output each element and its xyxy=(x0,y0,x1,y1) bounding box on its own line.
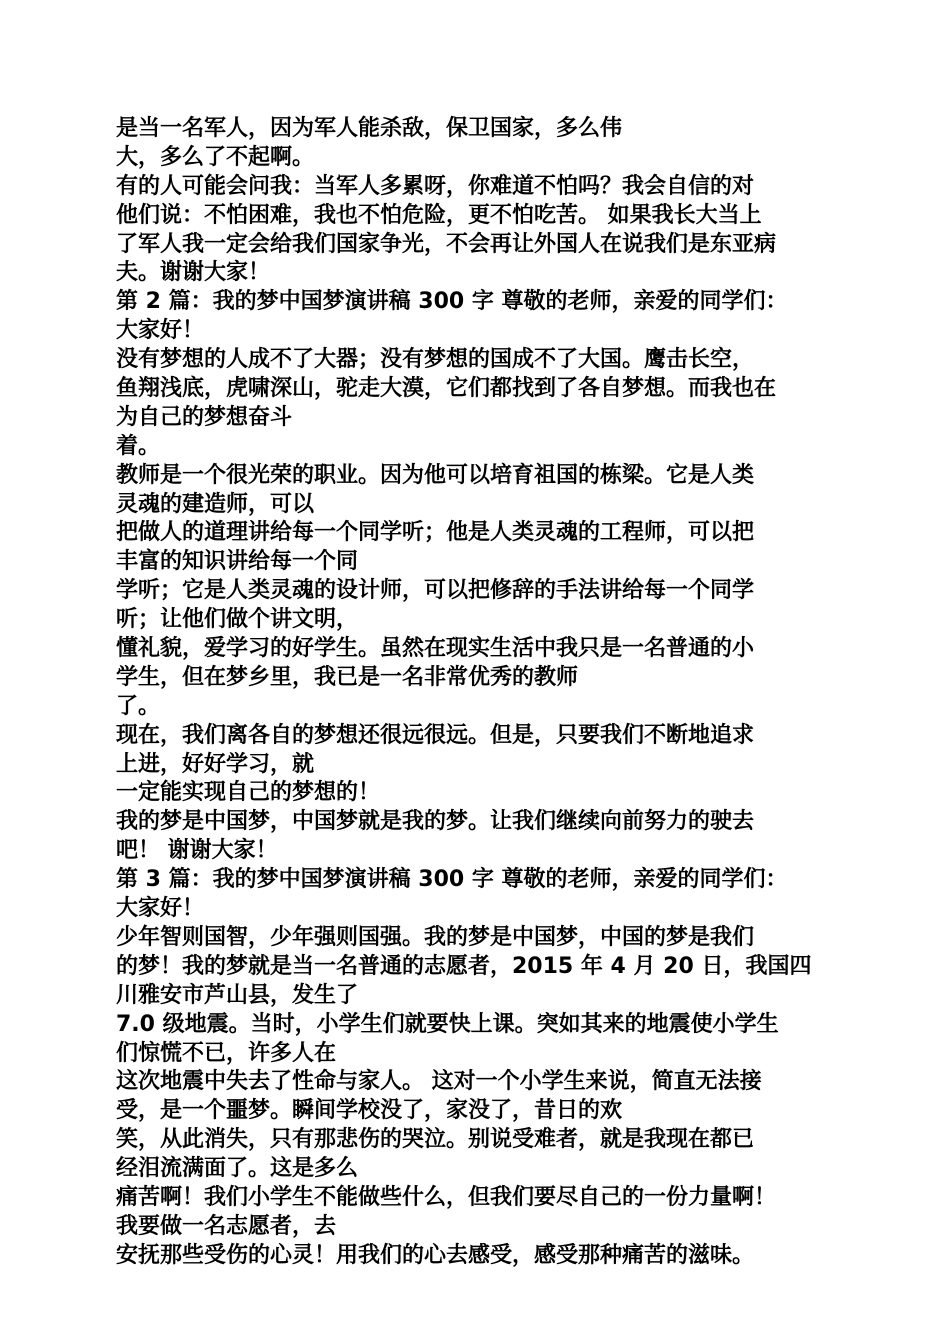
text-line: 上进，好好学习，就 xyxy=(116,751,315,777)
text-line: 丰富的知识讲给每一个同 xyxy=(116,549,359,575)
text-line: 鱼翔浅底，虎啸深山，驼走大漠，它们都找到了各自梦想。而我也在 xyxy=(116,376,777,402)
text-line: 了。 xyxy=(116,693,161,719)
text-line: 经泪流满面了。这是多么 xyxy=(116,1156,359,1182)
section-heading: 第 2 篇：我的梦中国梦演讲稿 300 字 尊敬的老师，亲爱的同学们： xyxy=(116,289,788,315)
text-line: 吧！ 谢谢大家！ xyxy=(116,838,278,864)
text-line: 教师是一个很光荣的职业。因为他可以培育祖国的栋梁。它是人类 xyxy=(116,462,755,488)
text-line: 少年智则国智，少年强则国强。我的梦是中国梦，中国的梦是我们 xyxy=(116,924,755,950)
text-line: 学听；它是人类灵魂的设计师，可以把修辞的手法讲给每一个同学 xyxy=(116,578,755,604)
text-line: 这次地震中失去了性命与家人。 这对一个小学生来说，简直无法接 xyxy=(116,1069,762,1095)
text-line: 了军人我一定会给我们国家争光，不会再让外国人在说我们是东亚病 xyxy=(116,231,777,257)
text-line: 受，是一个噩梦。瞬间学校没了，家没了，昔日的欢 xyxy=(116,1098,623,1124)
text-line: 的梦！我的梦就是当一名普通的志愿者，2015 年 4 月 20 日，我国四 xyxy=(116,953,812,979)
text-line: 是当一名军人，因为军人能杀敌，保卫国家，多么伟 xyxy=(116,116,623,141)
text-line: 们惊慌不已，许多人在 xyxy=(116,1040,337,1066)
text-line: 一定能实现自己的梦想的！ xyxy=(116,780,381,806)
text-line: 大家好！ xyxy=(116,896,205,922)
text-line: 7.0 级地震。当时，小学生们就要快上课。突如其来的地震使小学生 xyxy=(116,1011,779,1037)
text-line: 懂礼貌，爱学习的好学生。虽然在现实生活中我只是一名普通的小 xyxy=(116,636,755,662)
text-line: 没有梦想的人成不了大器；没有梦想的国成不了大国。鹰击长空， xyxy=(116,347,755,373)
text-line: 痛苦啊！我们小学生不能做些什么，但我们要尽自己的一份力量啊！ xyxy=(116,1184,777,1210)
document-body xyxy=(116,115,838,1271)
text-line: 大，多么了不起啊。 xyxy=(116,144,315,170)
text-line: 安抚那些受伤的心灵！用我们的心去感受，感受那种痛苦的滋味。 xyxy=(116,1242,755,1268)
text-line: 灵魂的建造师，可以 xyxy=(116,491,315,517)
text-line: 听；让他们做个讲文明， xyxy=(116,607,359,633)
text-line: 有的人可能会问我：当军人多累呀，你难道不怕吗？我会自信的对 xyxy=(116,173,755,199)
text-line: 夫。谢谢大家！ xyxy=(116,260,271,286)
text-line: 笑，从此消失，只有那悲伤的哭泣。别说受难者，就是我现在都已 xyxy=(116,1127,755,1153)
text-line: 川雅安市芦山县，发生了 xyxy=(116,982,359,1008)
text-line: 着。 xyxy=(116,433,161,459)
text-line: 我的梦是中国梦，中国梦就是我的梦。让我们继续向前努力的驶去 xyxy=(116,809,755,835)
text-line: 把做人的道理讲给每一个同学听；他是人类灵魂的工程师，可以把 xyxy=(116,520,755,546)
text-line: 现在，我们离各自的梦想还很远很远。但是，只要我们不断地追求 xyxy=(116,722,755,748)
text-line: 他们说：不怕困难，我也不怕危险，更不怕吃苦。 如果我长大当上 xyxy=(116,202,762,228)
text-line: 大家好！ xyxy=(116,318,205,344)
text-line: 为自己的梦想奋斗 xyxy=(116,404,293,430)
text-line: 学生，但在梦乡里，我已是一名非常优秀的教师 xyxy=(116,664,579,690)
text-line: 我要做一名志愿者，去 xyxy=(116,1213,337,1239)
section-heading: 第 3 篇：我的梦中国梦演讲稿 300 字 尊敬的老师，亲爱的同学们： xyxy=(116,867,788,893)
